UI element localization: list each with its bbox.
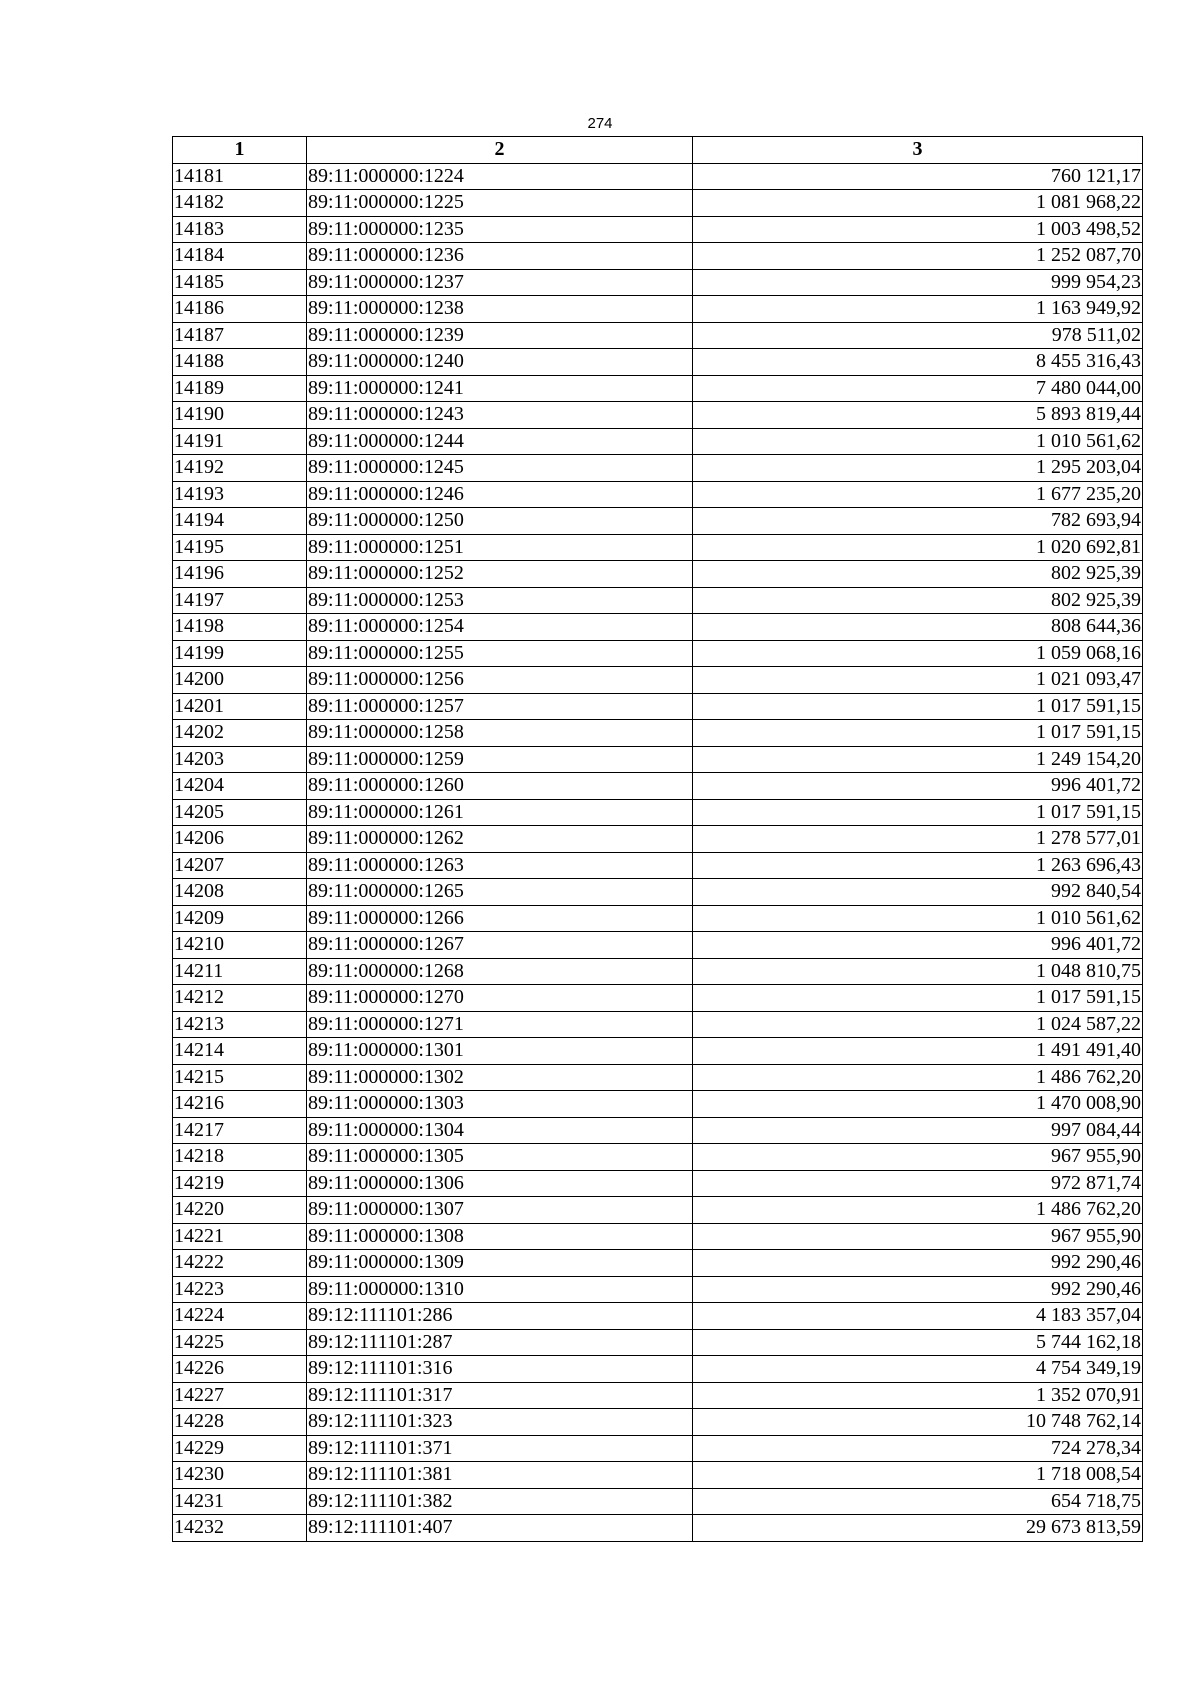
value-cell: 4 754 349,19 [693,1356,1143,1383]
row-number-cell: 14199 [173,640,307,667]
table-row [173,269,1143,296]
cadastral-value-table [172,136,1143,1542]
table-row [173,296,1143,323]
row-number-cell: 14219 [173,1170,307,1197]
cadastral-number-cell: 89:11:000000:1305 [307,1144,693,1171]
row-number-cell: 14187 [173,322,307,349]
value-cell: 1 677 235,20 [693,481,1143,508]
value-cell: 972 871,74 [693,1170,1143,1197]
cadastral-number-cell: 89:11:000000:1271 [307,1011,693,1038]
table-row [173,1329,1143,1356]
row-number-cell: 14194 [173,508,307,535]
value-cell: 5 744 162,18 [693,1329,1143,1356]
table-row [173,905,1143,932]
row-number-cell: 14225 [173,1329,307,1356]
table-row [173,985,1143,1012]
row-number-cell: 14190 [173,402,307,429]
value-cell: 4 183 357,04 [693,1303,1143,1330]
cadastral-number-cell: 89:11:000000:1301 [307,1038,693,1065]
value-cell: 5 893 819,44 [693,402,1143,429]
row-number-cell: 14231 [173,1488,307,1515]
table-row [173,349,1143,376]
table-row [173,1223,1143,1250]
cadastral-number-cell: 89:11:000000:1238 [307,296,693,323]
row-number-cell: 14223 [173,1276,307,1303]
cadastral-number-cell: 89:11:000000:1246 [307,481,693,508]
value-cell: 1 252 087,70 [693,243,1143,270]
value-cell: 1 491 491,40 [693,1038,1143,1065]
row-number-cell: 14206 [173,826,307,853]
value-cell: 7 480 044,00 [693,375,1143,402]
row-number-cell: 14210 [173,932,307,959]
cadastral-number-cell: 89:12:111101:407 [307,1515,693,1542]
value-cell: 1 278 577,01 [693,826,1143,853]
cadastral-number-cell: 89:12:111101:381 [307,1462,693,1489]
column-header-1: 1 [173,137,307,164]
value-cell: 978 511,02 [693,322,1143,349]
cadastral-number-cell: 89:11:000000:1267 [307,932,693,959]
row-number-cell: 14212 [173,985,307,1012]
value-cell: 1 048 810,75 [693,958,1143,985]
cadastral-number-cell: 89:12:111101:286 [307,1303,693,1330]
cadastral-number-cell: 89:11:000000:1268 [307,958,693,985]
table-row [173,667,1143,694]
table-row [173,1144,1143,1171]
value-cell: 1 163 949,92 [693,296,1143,323]
row-number-cell: 14181 [173,163,307,190]
value-cell: 8 455 316,43 [693,349,1143,376]
table-row [173,428,1143,455]
table-row [173,773,1143,800]
value-cell: 1 263 696,43 [693,852,1143,879]
row-number-cell: 14229 [173,1435,307,1462]
value-cell: 996 401,72 [693,773,1143,800]
table-row [173,481,1143,508]
cadastral-number-cell: 89:11:000000:1270 [307,985,693,1012]
table-row [173,190,1143,217]
row-number-cell: 14209 [173,905,307,932]
value-cell: 654 718,75 [693,1488,1143,1515]
table-row [173,640,1143,667]
table-row [173,826,1143,853]
row-number-cell: 14186 [173,296,307,323]
table-row [173,163,1143,190]
value-cell: 1 021 093,47 [693,667,1143,694]
table-row [173,1435,1143,1462]
page-number: 274 [587,115,613,132]
table-row [173,852,1143,879]
cadastral-number-cell: 89:11:000000:1310 [307,1276,693,1303]
table-row [173,1409,1143,1436]
row-number-cell: 14216 [173,1091,307,1118]
table-row [173,799,1143,826]
cadastral-number-cell: 89:11:000000:1254 [307,614,693,641]
value-cell: 1 249 154,20 [693,746,1143,773]
value-cell: 1 059 068,16 [693,640,1143,667]
value-cell: 760 121,17 [693,163,1143,190]
row-number-cell: 14191 [173,428,307,455]
cadastral-number-cell: 89:11:000000:1262 [307,826,693,853]
row-number-cell: 14226 [173,1356,307,1383]
row-number-cell: 14230 [173,1462,307,1489]
cadastral-number-cell: 89:11:000000:1308 [307,1223,693,1250]
cadastral-number-cell: 89:11:000000:1307 [307,1197,693,1224]
table-row [173,1462,1143,1489]
value-cell: 808 644,36 [693,614,1143,641]
table-row [173,1303,1143,1330]
value-cell: 1 017 591,15 [693,985,1143,1012]
cadastral-number-cell: 89:11:000000:1251 [307,534,693,561]
cadastral-number-cell: 89:11:000000:1258 [307,720,693,747]
row-number-cell: 14227 [173,1382,307,1409]
table-row [173,958,1143,985]
value-cell: 1 486 762,20 [693,1064,1143,1091]
value-cell: 992 290,46 [693,1276,1143,1303]
cadastral-number-cell: 89:11:000000:1266 [307,905,693,932]
cadastral-number-cell: 89:11:000000:1225 [307,190,693,217]
table-row [173,1356,1143,1383]
cadastral-number-cell: 89:11:000000:1243 [307,402,693,429]
row-number-cell: 14214 [173,1038,307,1065]
cadastral-number-cell: 89:11:000000:1257 [307,693,693,720]
row-number-cell: 14189 [173,375,307,402]
cadastral-number-cell: 89:11:000000:1255 [307,640,693,667]
value-cell: 1 017 591,15 [693,693,1143,720]
cadastral-number-cell: 89:12:111101:371 [307,1435,693,1462]
table-row [173,534,1143,561]
cadastral-number-cell: 89:12:111101:382 [307,1488,693,1515]
table-row [173,322,1143,349]
cadastral-number-cell: 89:11:000000:1253 [307,587,693,614]
row-number-cell: 14201 [173,693,307,720]
table-row [173,455,1143,482]
cadastral-number-cell: 89:11:000000:1240 [307,349,693,376]
table-row [173,932,1143,959]
value-cell: 1 020 692,81 [693,534,1143,561]
row-number-cell: 14204 [173,773,307,800]
cadastral-number-cell: 89:11:000000:1236 [307,243,693,270]
row-number-cell: 14196 [173,561,307,588]
value-cell: 1 486 762,20 [693,1197,1143,1224]
table-row [173,1011,1143,1038]
cadastral-number-cell: 89:11:000000:1224 [307,163,693,190]
row-number-cell: 14228 [173,1409,307,1436]
table-row [173,1038,1143,1065]
value-cell: 782 693,94 [693,508,1143,535]
row-number-cell: 14185 [173,269,307,296]
table-row [173,1276,1143,1303]
table-row [173,1488,1143,1515]
cadastral-number-cell: 89:12:111101:317 [307,1382,693,1409]
row-number-cell: 14222 [173,1250,307,1277]
value-cell: 10 748 762,14 [693,1409,1143,1436]
table-row [173,587,1143,614]
row-number-cell: 14207 [173,852,307,879]
cadastral-number-cell: 89:11:000000:1309 [307,1250,693,1277]
cadastral-number-cell: 89:11:000000:1252 [307,561,693,588]
cadastral-number-cell: 89:11:000000:1250 [307,508,693,535]
value-cell: 996 401,72 [693,932,1143,959]
cadastral-number-cell: 89:11:000000:1259 [307,746,693,773]
cadastral-number-cell: 89:12:111101:316 [307,1356,693,1383]
cadastral-number-cell: 89:11:000000:1302 [307,1064,693,1091]
table-row [173,614,1143,641]
row-number-cell: 14195 [173,534,307,561]
table-row [173,746,1143,773]
value-cell: 724 278,34 [693,1435,1143,1462]
row-number-cell: 14224 [173,1303,307,1330]
table-row [173,1382,1143,1409]
value-cell: 1 024 587,22 [693,1011,1143,1038]
header-row [173,137,1143,164]
row-number-cell: 14198 [173,614,307,641]
table-row [173,508,1143,535]
value-cell: 802 925,39 [693,561,1143,588]
cadastral-number-cell: 89:11:000000:1245 [307,455,693,482]
row-number-cell: 14218 [173,1144,307,1171]
value-cell: 1 017 591,15 [693,799,1143,826]
cadastral-number-cell: 89:11:000000:1237 [307,269,693,296]
value-cell: 997 084,44 [693,1117,1143,1144]
value-cell: 1 352 070,91 [693,1382,1143,1409]
row-number-cell: 14208 [173,879,307,906]
value-cell: 967 955,90 [693,1144,1143,1171]
table-row [173,1197,1143,1224]
row-number-cell: 14215 [173,1064,307,1091]
table-row [173,375,1143,402]
cadastral-number-cell: 89:11:000000:1303 [307,1091,693,1118]
value-cell: 1 470 008,90 [693,1091,1143,1118]
value-cell: 29 673 813,59 [693,1515,1143,1542]
table-row [173,402,1143,429]
cadastral-number-cell: 89:11:000000:1261 [307,799,693,826]
value-cell: 802 925,39 [693,587,1143,614]
cadastral-number-cell: 89:11:000000:1244 [307,428,693,455]
cadastral-number-cell: 89:12:111101:323 [307,1409,693,1436]
value-cell: 1 003 498,52 [693,216,1143,243]
table-row [173,693,1143,720]
value-cell: 1 295 203,04 [693,455,1143,482]
table-row [173,216,1143,243]
row-number-cell: 14205 [173,799,307,826]
cadastral-number-cell: 89:11:000000:1239 [307,322,693,349]
cadastral-number-cell: 89:11:000000:1260 [307,773,693,800]
row-number-cell: 14217 [173,1117,307,1144]
row-number-cell: 14193 [173,481,307,508]
table-body [173,163,1143,1541]
row-number-cell: 14232 [173,1515,307,1542]
table-header [173,137,1143,164]
value-cell: 967 955,90 [693,1223,1143,1250]
value-cell: 992 290,46 [693,1250,1143,1277]
cadastral-number-cell: 89:11:000000:1304 [307,1117,693,1144]
table-row [173,561,1143,588]
cadastral-number-cell: 89:11:000000:1256 [307,667,693,694]
row-number-cell: 14183 [173,216,307,243]
row-number-cell: 14213 [173,1011,307,1038]
row-number-cell: 14188 [173,349,307,376]
cadastral-number-cell: 89:11:000000:1306 [307,1170,693,1197]
table-row [173,1117,1143,1144]
table-row [173,1091,1143,1118]
row-number-cell: 14182 [173,190,307,217]
value-cell: 1 010 561,62 [693,905,1143,932]
row-number-cell: 14200 [173,667,307,694]
row-number-cell: 14220 [173,1197,307,1224]
cadastral-number-cell: 89:11:000000:1265 [307,879,693,906]
value-cell: 999 954,23 [693,269,1143,296]
cadastral-number-cell: 89:11:000000:1235 [307,216,693,243]
row-number-cell: 14192 [173,455,307,482]
table-row [173,1515,1143,1542]
value-cell: 1 718 008,54 [693,1462,1143,1489]
table-row [173,720,1143,747]
value-cell: 1 017 591,15 [693,720,1143,747]
table-row [173,1170,1143,1197]
column-header-3: 3 [693,137,1143,164]
table-row [173,1064,1143,1091]
cadastral-number-cell: 89:11:000000:1263 [307,852,693,879]
column-header-2: 2 [307,137,693,164]
row-number-cell: 14202 [173,720,307,747]
row-number-cell: 14184 [173,243,307,270]
table-row [173,243,1143,270]
row-number-cell: 14197 [173,587,307,614]
value-cell: 992 840,54 [693,879,1143,906]
cadastral-number-cell: 89:11:000000:1241 [307,375,693,402]
table-row [173,1250,1143,1277]
row-number-cell: 14203 [173,746,307,773]
value-cell: 1 010 561,62 [693,428,1143,455]
value-cell: 1 081 968,22 [693,190,1143,217]
row-number-cell: 14211 [173,958,307,985]
row-number-cell: 14221 [173,1223,307,1250]
cadastral-number-cell: 89:12:111101:287 [307,1329,693,1356]
table-row [173,879,1143,906]
